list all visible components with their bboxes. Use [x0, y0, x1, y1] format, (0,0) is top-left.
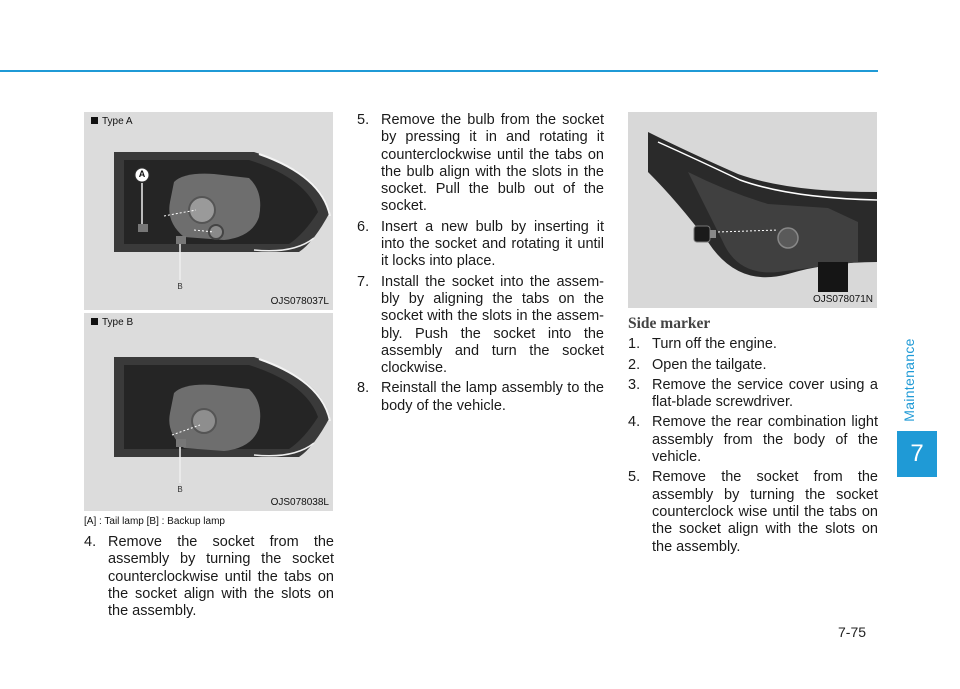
callout-b: B [177, 282, 183, 291]
step-item: 2. Open the tailgate. [628, 356, 767, 373]
step-item: 6. Insert a new bulb by inserting it into the socket and rotating it until it locks into place. [357, 218, 604, 270]
step-item: 1. Turn off the engine. [628, 336, 777, 353]
figure-side-marker [628, 112, 877, 308]
figure-caption: [A] : Tail lamp [B] : Backup lamp [84, 516, 225, 527]
page-number: 7-75 [838, 624, 867, 640]
figure-type-a [84, 112, 333, 310]
callout-a: A [138, 169, 146, 179]
step-item: 8. Reinstall the lamp assembly to the body of the vehicle. [357, 380, 604, 414]
side-marker-section [628, 315, 878, 559]
tail-lamp-type-a-illustration [84, 112, 333, 310]
chapter-badge: 7 [897, 431, 937, 477]
tail-lamp-type-b-illustration [84, 313, 333, 511]
header-rule [0, 70, 878, 72]
left-column-steps [84, 534, 334, 623]
figure-type-b [84, 313, 333, 511]
figure-code: OJS078071N [812, 294, 873, 305]
step-item: 5. Remove the bulb from the socket by pressing it in and rotating it counterclockwise until the tabs on the bulb align with the slots in the socket. Pull the bulb out of the socket. [357, 112, 604, 215]
side-marker-illustration [628, 112, 877, 308]
step-item: 7. Install the socket into the assem-bly by aligning the tabs on the socket with the slots in the assem-bly. Push the socket into the assembly and turn the socket clockwise. [357, 273, 604, 377]
figure-code: OJS078038L [270, 497, 329, 508]
bullet-square-icon [91, 117, 98, 124]
section-label: Maintenance [901, 338, 917, 422]
step-item: 4. Remove the rear combination light assembly from the body of the vehicle. [628, 414, 878, 466]
figure-type-label: Type B [91, 317, 133, 328]
callout-b: B [177, 485, 183, 494]
middle-column-steps [357, 112, 604, 418]
section-tab [898, 330, 920, 430]
step-item: 3. Remove the service cover using a flat-blade screwdriver. [628, 376, 878, 411]
figure-type-label: Type A [91, 116, 133, 127]
step-item: 5. Remove the socket from the assembly by turning the socket counterclock wise until the tabs on the socket align with the slots on the assembly. [628, 469, 878, 555]
section-heading: Side marker [628, 315, 711, 332]
figure-code: OJS078037L [270, 296, 329, 307]
bullet-square-icon [91, 318, 98, 325]
step-item: 4. Remove the socket from the assembly by turning the socket counterclockwise until the tabs on the socket align with the slots on the assembly. [84, 534, 334, 620]
